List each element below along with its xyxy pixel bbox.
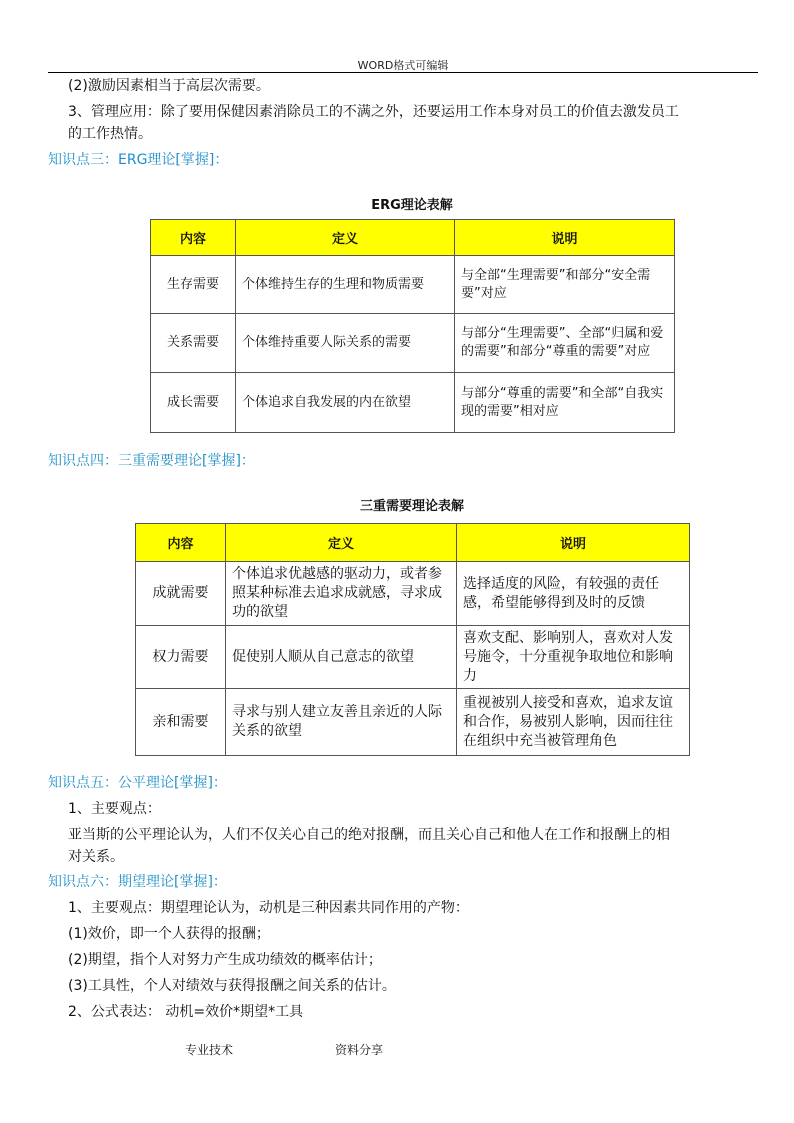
triple-row-definition: 个体追求优越感的驱动力，或者参照某种标准去追求成就感，寻求成功的欲望 bbox=[226, 562, 457, 626]
triple-row-note: 选择适度的风险，有较强的责任感，希望能够得到及时的反馈 bbox=[457, 562, 690, 626]
kp6-point-2: 2、公式表达： 动机=效价*期望*工具 bbox=[68, 1004, 304, 1020]
erg-row-content: 生存需要 bbox=[151, 256, 236, 314]
erg-header-definition: 定义 bbox=[236, 220, 455, 256]
triple-row-definition: 寻求与别人建立友善且亲近的人际关系的欲望 bbox=[226, 689, 457, 756]
kp4-heading: 知识点四：三重需要理论[掌握]： bbox=[48, 453, 255, 469]
erg-table-header-row bbox=[151, 220, 675, 256]
table-row bbox=[136, 562, 690, 626]
erg-header-note: 说明 bbox=[455, 220, 675, 256]
erg-header-content: 内容 bbox=[151, 220, 236, 256]
triple-header-definition: 定义 bbox=[226, 524, 457, 562]
intro-line-1: (2)激励因素相当于高层次需要。 bbox=[68, 78, 270, 94]
table-row bbox=[136, 626, 690, 689]
table-row bbox=[136, 689, 690, 756]
table-row bbox=[151, 256, 675, 314]
triple-row-content: 亲和需要 bbox=[136, 689, 226, 756]
page-header: WORD格式可编辑 bbox=[357, 59, 449, 72]
intro-line-3: 的工作热情。 bbox=[68, 126, 152, 142]
triple-table-title: 三重需要理论表解 bbox=[359, 499, 464, 514]
table-row bbox=[151, 314, 675, 373]
kp5-point-1: 1、主要观点： bbox=[68, 801, 161, 817]
kp5-text-1: 亚当斯的公平理论认为，人们不仅关心自己的绝对报酬，而且关心自己和他人在工作和报酬上的相 bbox=[68, 827, 670, 843]
erg-table bbox=[150, 219, 675, 433]
erg-row-content: 关系需要 bbox=[151, 314, 236, 373]
table-row bbox=[151, 373, 675, 433]
kp3-heading: 知识点三：ERG理论[掌握]： bbox=[48, 152, 229, 168]
kp6-item-3: (3)工具性，个人对绩效与获得报酬之间关系的估计。 bbox=[68, 978, 396, 994]
footer-left: 专业技术 bbox=[185, 1043, 234, 1057]
erg-row-definition: 个体追求自我发展的内在欲望 bbox=[236, 373, 455, 433]
header-rule bbox=[48, 72, 758, 73]
intro-line-2: 3、管理应用：除了要用保健因素消除员工的不满之外，还要运用工作本身对员工的价值去激发员工 bbox=[68, 104, 679, 120]
triple-row-note: 喜欢支配、影响别人，喜欢对人发号施令，十分重视争取地位和影响力 bbox=[457, 626, 690, 689]
kp6-heading: 知识点六：期望理论[掌握]： bbox=[48, 874, 227, 890]
kp6-point-1: 1、主要观点：期望理论认为，动机是三种因素共同作用的产物： bbox=[68, 900, 469, 916]
triple-header-content: 内容 bbox=[136, 524, 226, 562]
erg-row-content: 成长需要 bbox=[151, 373, 236, 433]
kp5-text-2: 对关系。 bbox=[68, 849, 124, 865]
kp5-heading: 知识点五：公平理论[掌握]： bbox=[48, 775, 227, 791]
erg-row-note: 与全部“生理需要”和部分“安全需要”对应 bbox=[455, 256, 675, 314]
erg-row-definition: 个体维持生存的生理和物质需要 bbox=[236, 256, 455, 314]
kp6-item-1: (1)效价，即一个人获得的报酬； bbox=[68, 926, 270, 942]
triple-table-header-row bbox=[136, 524, 690, 562]
triple-row-content: 权力需要 bbox=[136, 626, 226, 689]
kp6-item-2: (2)期望，指个人对努力产生成功绩效的概率估计； bbox=[68, 952, 382, 968]
triple-row-definition: 促使别人顺从自己意志的欲望 bbox=[226, 626, 457, 689]
erg-row-note: 与部分“尊重的需要”和全部“自我实现的需要”相对应 bbox=[455, 373, 675, 433]
erg-table-title: ERG理论表解 bbox=[371, 198, 453, 213]
triple-header-note: 说明 bbox=[457, 524, 690, 562]
triple-row-note: 重视被别人接受和喜欢，追求友谊和合作，易被别人影响，因而往往在组织中充当被管理角色 bbox=[457, 689, 690, 756]
footer-right: 资料分享 bbox=[335, 1043, 384, 1057]
erg-row-note: 与部分“生理需要”、全部“归属和爱的需要”和部分“尊重的需要”对应 bbox=[455, 314, 675, 373]
erg-row-definition: 个体维持重要人际关系的需要 bbox=[236, 314, 455, 373]
triple-table bbox=[135, 523, 690, 756]
triple-row-content: 成就需要 bbox=[136, 562, 226, 626]
